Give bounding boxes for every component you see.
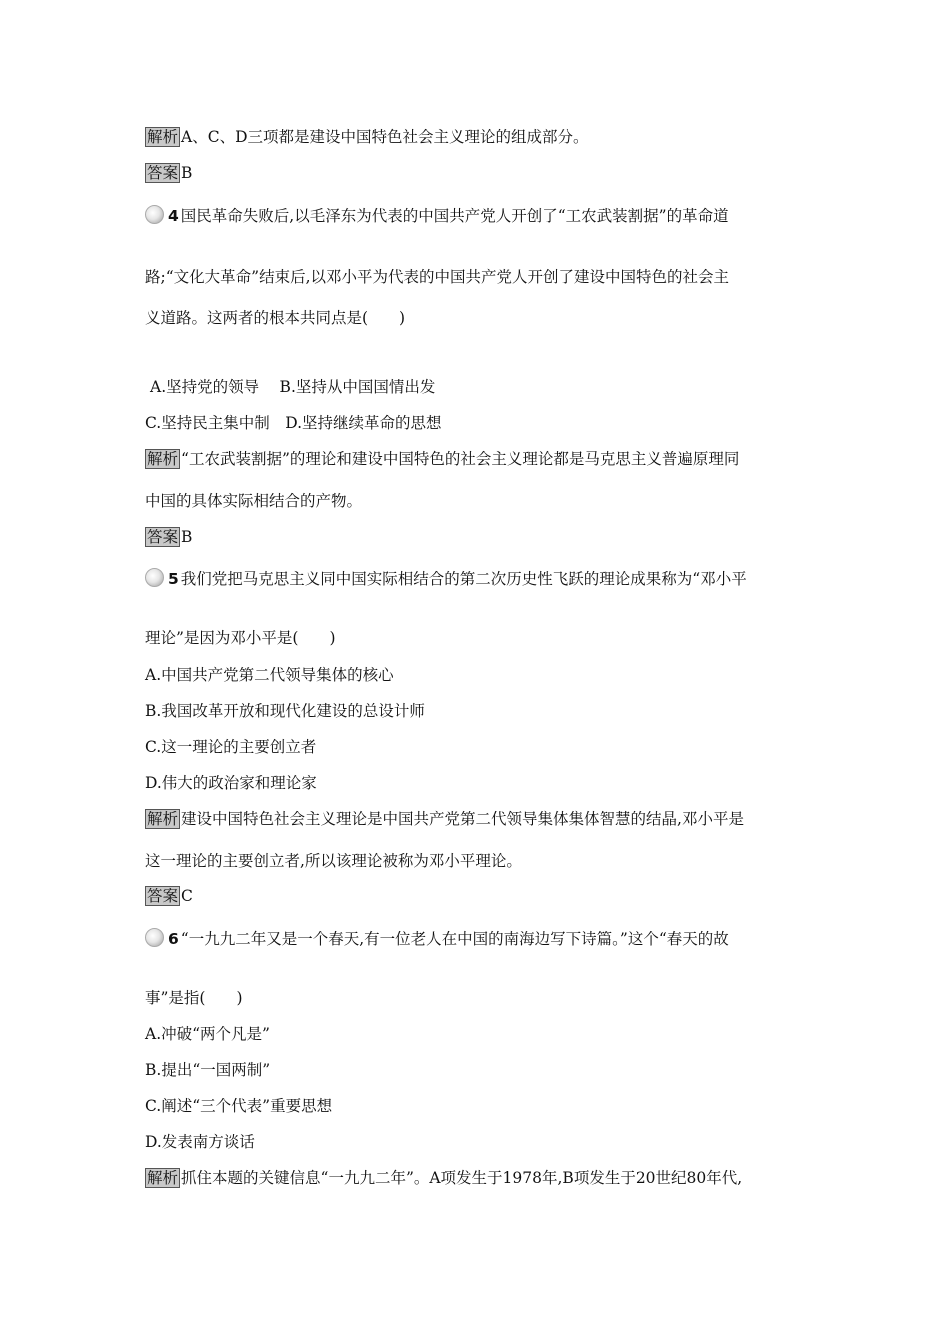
question-4-options-ab: A.坚持党的领导 B.坚持从中国国情出发 [150,378,436,396]
question-6-stem [145,928,729,950]
answer-line [145,526,192,548]
analysis-tag: 解析 [147,450,179,468]
answer-text: C [181,887,193,905]
question-marker-icon [145,928,164,947]
answer-tag: 答案 [147,887,179,905]
question-text: 我们党把马克思主义同中国实际相结合的第二次历史性飞跃的理论成果称为“邓小平 [180,570,747,588]
analysis-continuation: 这一理论的主要创立者,所以该理论被称为邓小平理论。 [145,852,522,870]
question-number: 4 [168,207,179,225]
analysis-text: 建设中国特色社会主义理论是中国共产党第二代领导集体集体智慧的结晶,邓小平是 [181,810,744,828]
question-4-line: 义道路。这两者的根本共同点是( ) [145,309,406,327]
analysis-line [145,448,739,470]
answer-line [145,162,192,184]
question-marker-icon [145,205,164,224]
question-5-stem [145,568,747,590]
analysis-tag: 解析 [147,1169,179,1187]
analysis-tag: 解析 [147,810,179,828]
analysis-continuation: 中国的具体实际相结合的产物。 [145,492,363,510]
option-c: C.阐述“三个代表”重要思想 [145,1097,333,1115]
question-text: 国民革命失败后,以毛泽东为代表的中国共产党人开创了“工农武装割据”的革命道 [180,207,729,225]
analysis-line [145,808,744,830]
answer-line [145,885,193,907]
analysis-text: 抓住本题的关键信息“一九九二年”。A项发生于1978年,B项发生于20世纪80年代, [181,1169,743,1187]
question-4-line: 路;“文化大革命”结束后,以邓小平为代表的中国共产党人开创了建设中国特色的社会主 [145,268,730,286]
answer-text: B [181,528,193,546]
option-b: B.提出“一国两制” [145,1061,271,1079]
question-number: 5 [168,570,179,588]
question-4-stem [145,205,729,227]
question-5-line: 理论”是因为邓小平是( ) [145,629,336,647]
option-b: B.我国改革开放和现代化建设的总设计师 [145,702,425,720]
analysis-line [145,1167,742,1189]
option-c: C.这一理论的主要创立者 [145,738,317,756]
analysis-line [145,126,589,148]
option-a: A.冲破“两个凡是” [145,1025,270,1043]
answer-text: B [181,164,193,182]
analysis-text: A、C、D三项都是建设中国特色社会主义理论的组成部分。 [181,128,589,146]
analysis-text: “工农武装割据”的理论和建设中国特色的社会主义理论都是马克思主义普遍原理同 [181,450,740,468]
answer-tag: 答案 [147,528,179,546]
question-4-options-cd: C.坚持民主集中制 D.坚持继续革命的思想 [145,414,442,432]
option-a: A.中国共产党第二代领导集体的核心 [145,666,394,684]
answer-tag: 答案 [147,164,179,182]
question-text: “一九九二年又是一个春天,有一位老人在中国的南海边写下诗篇。”这个“春天的故 [180,930,729,948]
option-d: D.伟大的政治家和理论家 [145,774,317,792]
option-d: D.发表南方谈话 [145,1133,255,1151]
analysis-tag: 解析 [147,128,179,146]
question-marker-icon [145,568,164,587]
question-6-line: 事”是指( ) [145,989,243,1007]
question-number: 6 [168,930,179,948]
